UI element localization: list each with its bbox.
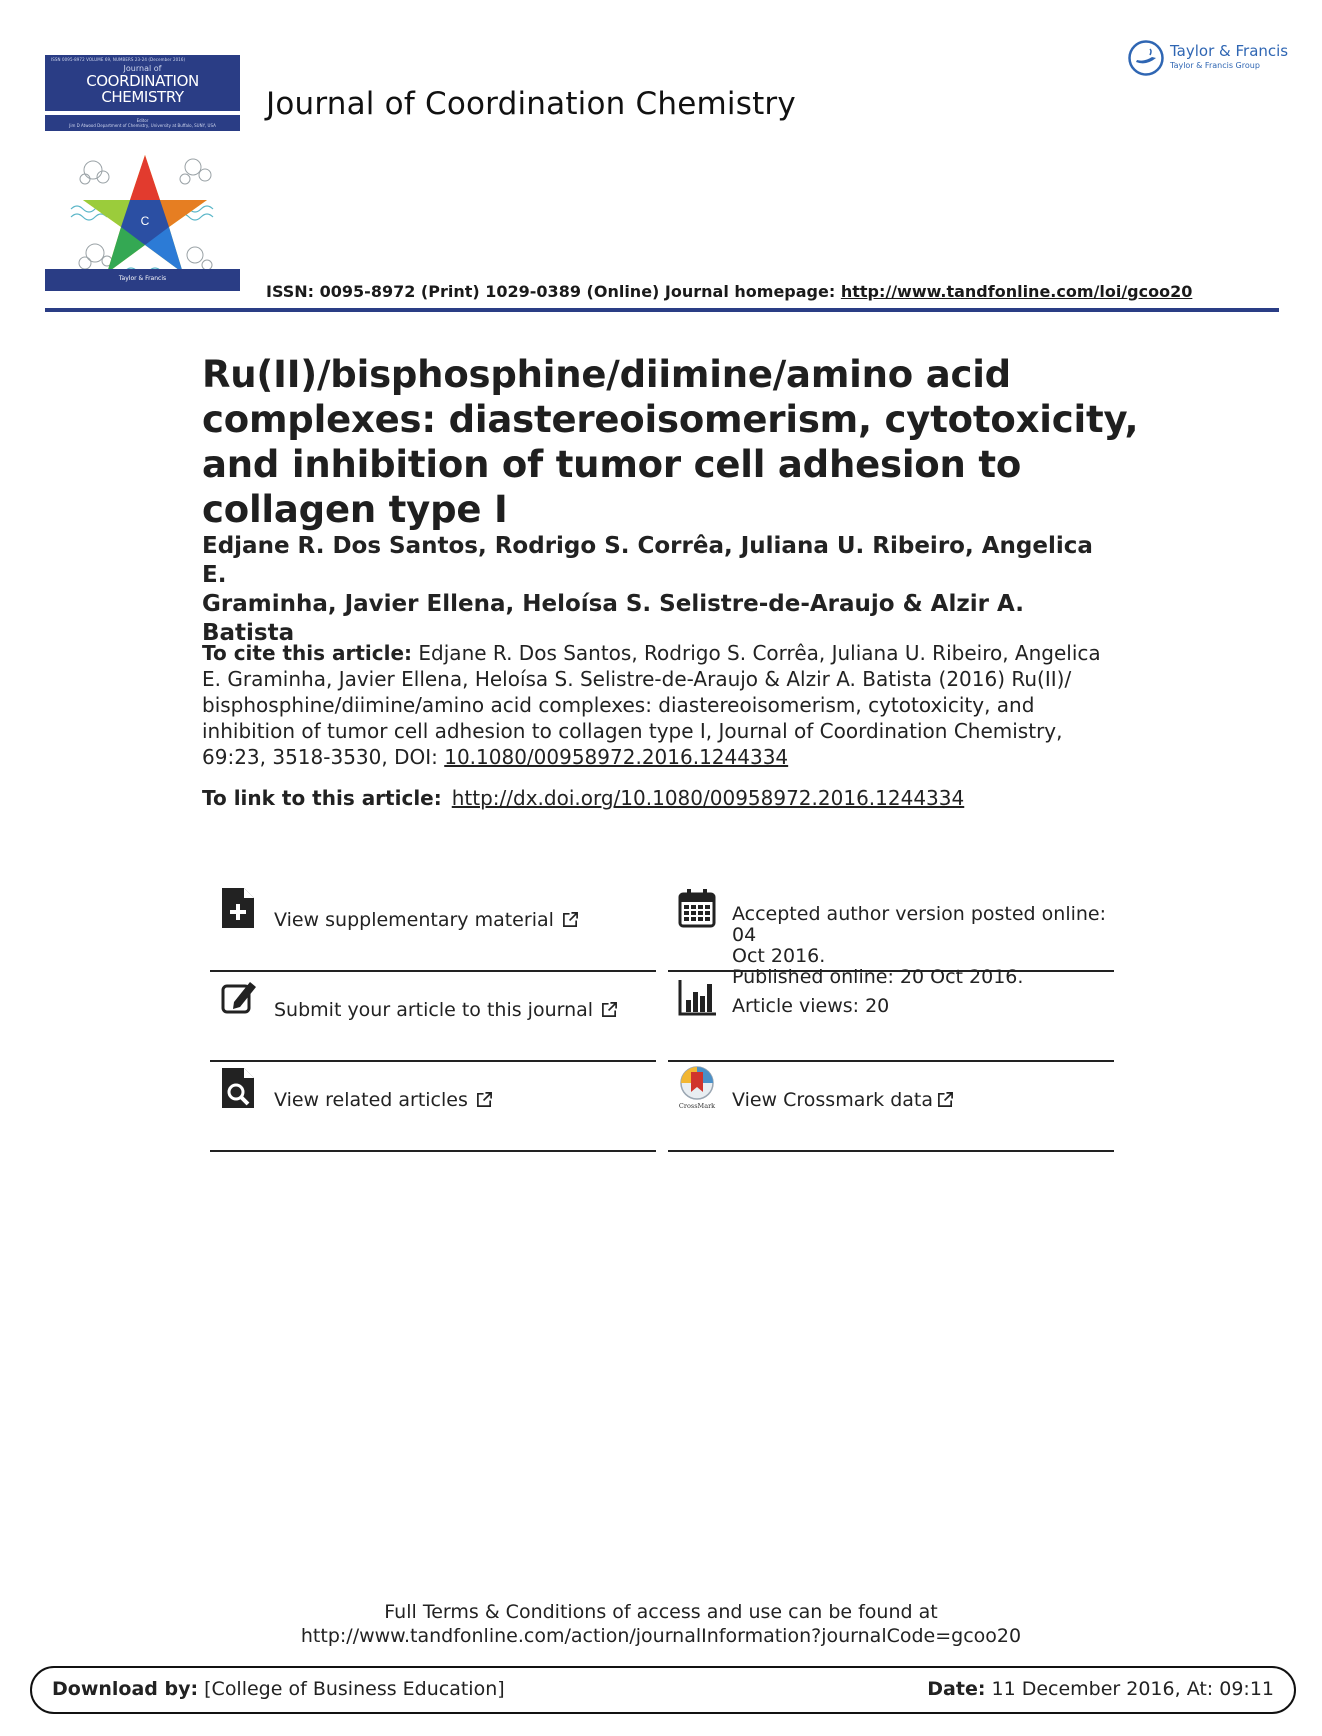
taylor-francis-lamp-icon [1128,40,1164,76]
accepted-line-1: Accepted author version posted online: 04 [732,903,1107,946]
crossmark-icon [678,1066,716,1110]
cover-star-artwork [65,145,225,285]
download-by-value: [College of Business Education] [198,1678,505,1700]
cover-title [45,73,240,105]
calendar-icon [678,886,716,930]
cover-title-line1: COORDINATION [86,72,199,90]
crossmark-caption: CrossMark [678,1102,716,1110]
citation-text: Edjane R. Dos Santos, Rodrigo S. Corrêa, Juliana U. Ribeiro, Angelica E. Graminha, Javier Ellena, Heloísa S. Selistre-de-Araujo & Alzir A. Batista (2016) Ru(II)/ bisphosphine/diimine/amino acid complexes: diastereoisomerism, cytotoxicity, and inhibition of tumor cell adhesion to collagen type I, Journal of Coordination Chemistry, 69:23, 3518-3530, DOI: [202,641,1101,769]
terms-notice [0,1600,1322,1648]
authors-line-1: Edjane R. Dos Santos, Rodrigo S. Corrêa, Juliana U. Ribeiro, Angelica E. [202,533,1093,588]
download-date [927,1678,1274,1700]
download-date-value: 11 December 2016, At: 09:11 [985,1678,1274,1700]
related-articles-label [274,1090,493,1111]
external-link-icon [562,911,579,928]
submit-article-label [274,1000,618,1021]
citation-doi-link[interactable]: 10.1080/00958972.2016.1244334 [444,745,789,769]
search-document-icon [220,1066,258,1110]
supplementary-label [274,910,579,931]
bar-chart-icon [678,976,716,1020]
publisher-logo[interactable] [1128,40,1288,76]
publisher-group: Taylor & Francis Group [1170,61,1260,70]
citation-label: To cite this article: [202,641,413,665]
crossmark-label [732,1090,954,1111]
journal-homepage-link[interactable]: http://www.tandfonline.com/loi/gcoo20 [840,282,1193,301]
accepted-line-2: Oct 2016. [732,945,826,967]
supplementary-text: View supplementary material [274,909,554,931]
article-title: Ru(II)/bisphosphine/diimine/amino acid complexes: diastereoisomerism, cytotoxicity, and inhibition of tumor cell adhesion to collagen type I [202,353,1139,531]
external-link-icon [476,1091,493,1108]
article-doi-url[interactable]: http://dx.doi.org/10.1080/00958972.2016.1244334 [451,786,965,810]
publisher-name: Taylor & Francis [1170,42,1289,60]
submit-article-text: Submit your article to this journal [274,999,594,1021]
crossmark-text: View Crossmark data [732,1089,934,1111]
submit-article-box[interactable] [210,970,656,1062]
cover-editor [45,118,240,128]
terms-line-1: Full Terms & Conditions of access and use can be found at [384,1601,938,1623]
cover-editor-label: Editor [136,118,149,123]
journal-cover [45,55,240,291]
crossmark-box[interactable] [668,1060,1114,1152]
article-views: Article views: 20 [732,995,890,1017]
issn-text: ISSN: 0095-8972 (Print) 1029-0389 (Online) Journal homepage: [266,282,841,301]
journal-title: Journal of Coordination Chemistry [266,86,796,122]
published-online: Published online: 20 Oct 2016. [732,966,1024,988]
supplementary-box[interactable] [210,880,656,972]
external-link-icon [601,1001,618,1018]
article-views-box [668,970,1114,1062]
cover-issn-line: ISSN 0095-8972 VOLUME 69, NUMBERS 23-24 (December 2016) [51,57,186,62]
authors-line-2: Graminha, Javier Ellena, Heloísa S. Selistre-de-Araujo & Alzir A. Batista [202,591,1024,646]
article-link-label: To link to this article: [202,786,442,810]
article-link [202,786,964,810]
publication-dates-box [668,880,1114,988]
related-articles-box[interactable] [210,1060,656,1152]
add-document-icon [220,886,258,930]
download-date-label: Date: [927,1678,986,1700]
terms-link[interactable]: http://www.tandfonline.com/action/journalInformation?journalCode=gcoo20 [300,1625,1022,1647]
download-info-bar [30,1666,1296,1714]
svg-text:C: C [140,214,150,228]
download-by [52,1678,505,1700]
citation [202,640,1122,770]
related-articles-text: View related articles [274,1089,468,1111]
cover-editor-name: Jim D Atwood Department of Chemistry, University at Buffalo, SUNY, USA [69,123,216,128]
external-link-icon [937,1091,954,1108]
cover-title-line2: CHEMISTRY [101,88,184,106]
cover-journal-of: Journal of [123,64,162,73]
header-rule [45,308,1279,312]
download-by-label: Download by: [52,1678,199,1700]
cover-publisher: Taylor & Francis [118,275,167,282]
article-authors [202,532,1102,648]
issn-line [266,282,1192,301]
edit-pencil-icon [220,976,258,1020]
